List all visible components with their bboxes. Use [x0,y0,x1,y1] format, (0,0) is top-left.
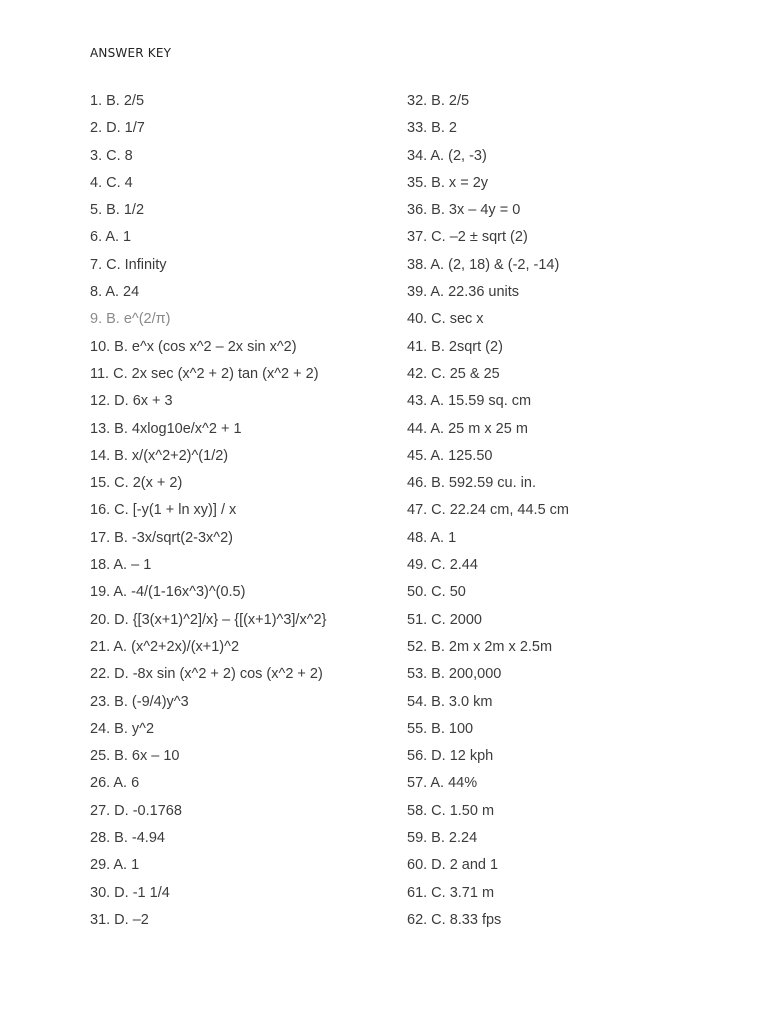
answer-item: 43. A. 15.59 sq. cm [407,393,532,410]
answer-item: 37. C. –2 ± sqrt (2) [407,229,528,246]
page-title: ANSWER KEY [90,46,172,60]
answer-item: 36. B. 3x – 4y = 0 [407,202,521,219]
answer-item: 32. B. 2/5 [407,93,470,109]
answer-item: 10. B. e^x (cos x^2 – 2x sin x^2) [90,338,297,355]
answer-item: 41. B. 2sqrt (2) [407,338,503,355]
answer-item: 18. A. – 1 [90,557,152,574]
answer-item: 14. B. x/(x^2+2)^(1/2) [90,447,229,464]
answer-item: 16. C. [-y(1 + ln xy)] / x [90,502,237,519]
answer-item: 46. B. 592.59 cu. in. [407,475,536,492]
answer-item: 26. A. 6 [90,775,140,792]
answer-item: 31. D. –2 [90,911,149,928]
answer-item: 25. B. 6x – 10 [90,748,180,765]
answer-item: 13. B. 4xlog10e/x^2 + 1 [90,420,242,437]
answer-item: 49. C. 2.44 [407,557,478,574]
answer-item: 15. C. 2(x + 2) [90,475,183,492]
answer-item: 4. C. 4 [90,174,133,191]
answer-item: 52. B. 2m x 2m x 2.5m [407,638,553,655]
answer-item: 3. C. 8 [90,147,133,164]
answer-item: 61. C. 3.71 m [407,884,495,901]
answer-item: 27. D. -0.1768 [90,802,182,819]
answer-item: 42. C. 25 & 25 [407,365,500,382]
answer-item: 17. B. -3x/sqrt(2-3x^2) [90,529,233,546]
answer-list-left [90,88,326,934]
answer-item: 12. D. 6x + 3 [90,393,173,410]
answer-item: 47. C. 22.24 cm, 44.5 cm [407,502,569,519]
answer-list-right [407,88,569,934]
answer-item: 50. C. 50 [407,584,466,601]
answer-item: 55. B. 100 [407,720,474,737]
answer-item: 40. C. sec x [407,311,484,328]
answer-item: 22. D. -8x sin (x^2 + 2) cos (x^2 + 2) [90,666,323,683]
answer-item: 23. B. (-9/4)y^3 [90,693,189,710]
answer-item: 38. A. (2, 18) & (-2, -14) [407,256,560,273]
answer-item: 60. D. 2 and 1 [407,857,499,874]
answer-item: 1. B. 2/5 [90,93,145,109]
answer-item: 21. A. (x^2+2x)/(x+1)^2 [90,638,240,655]
answer-item: 20. D. {[3(x+1)^2]/x} – {[(x+1)^3]/x^2} [90,611,327,628]
answer-item: 19. A. -4/(1-16x^3)^(0.5) [90,584,246,601]
answer-item: 7. C. Infinity [90,256,167,273]
answer-item: 57. A. 44% [407,775,478,792]
answer-item: 33. B. 2 [407,120,457,137]
answer-item: 28. B. -4.94 [90,830,165,847]
answer-item: 9. B. e^(2/π) [90,311,171,328]
answer-item: 53. B. 200,000 [407,666,502,683]
answer-item: 58. C. 1.50 m [407,802,495,819]
answer-item: 62. C. 8.33 fps [407,911,502,928]
answer-item: 8. A. 24 [90,284,140,301]
answer-item: 2. D. 1/7 [90,120,145,137]
answer-item: 5. B. 1/2 [90,202,145,219]
answer-item: 45. A. 125.50 [407,447,493,464]
answer-item: 39. A. 22.36 units [407,284,520,301]
answer-item: 29. A. 1 [90,857,140,874]
answer-item: 30. D. -1 1/4 [90,884,170,901]
answer-item: 11. C. 2x sec (x^2 + 2) tan (x^2 + 2) [90,365,319,382]
answer-item: 56. D. 12 kph [407,748,494,765]
answer-item: 6. A. 1 [90,229,132,246]
answer-item: 35. B. x = 2y [407,174,489,191]
answer-item: 59. B. 2.24 [407,830,478,847]
answer-item: 51. C. 2000 [407,611,482,628]
answer-item: 48. A. 1 [407,529,457,546]
answer-item: 24. B. y^2 [90,720,155,737]
answer-item: 54. B. 3.0 km [407,693,493,710]
answer-item: 34. A. (2, -3) [407,147,487,164]
answer-item: 44. A. 25 m x 25 m [407,420,528,437]
